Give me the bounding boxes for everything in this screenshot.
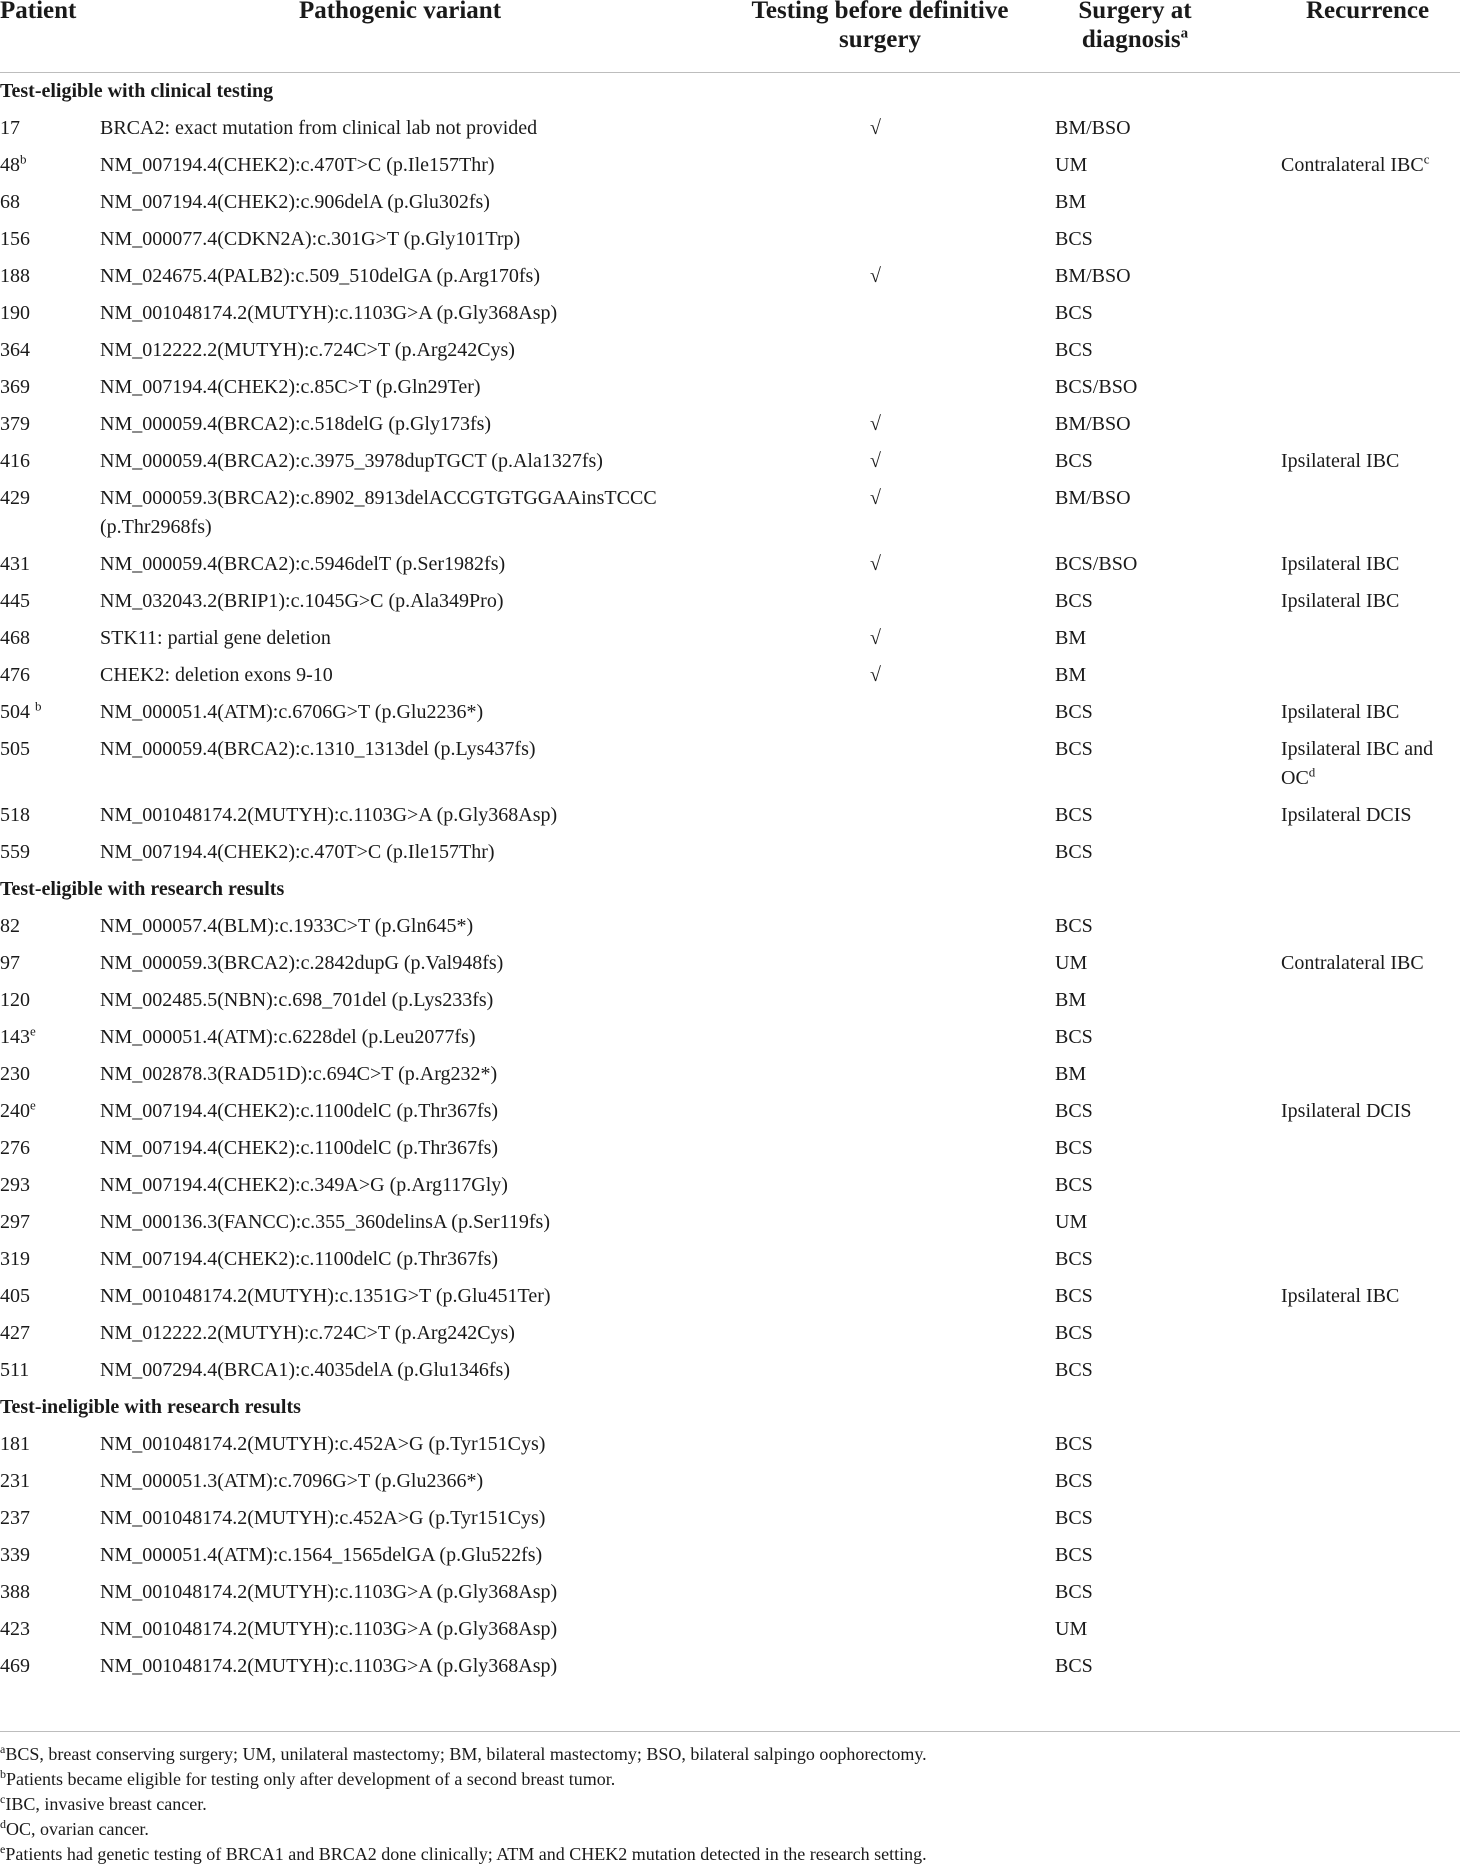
patient-cell <box>0 1097 90 1126</box>
table-header <box>0 0 1460 73</box>
variant-cell: NM_012222.2(MUTYH):c.724C>T (p.Arg242Cys) <box>100 1322 515 1344</box>
variant-cell: NM_000059.4(BRCA2):c.5946delT (p.Ser1982fs) <box>100 553 506 575</box>
patient-id: 237 <box>0 1507 30 1529</box>
table-row <box>0 369 1460 406</box>
surgery-cell: BCS <box>1055 804 1093 826</box>
recurrence-cell <box>1281 801 1460 830</box>
table-row <box>0 1611 1460 1648</box>
variant-cell: STK11: partial gene deletion <box>100 627 331 649</box>
patient-cell <box>0 986 90 1015</box>
table-row <box>0 1463 1460 1500</box>
header-surgery-footnote-mark: a <box>1180 25 1189 42</box>
table-row <box>0 1278 1460 1315</box>
patient-cell <box>0 262 90 291</box>
patient-id: 231 <box>0 1470 30 1492</box>
variant-cell: NM_000051.4(ATM):c.1564_1565delGA (p.Glu522fs) <box>100 1544 543 1566</box>
patient-cell <box>0 912 90 941</box>
variant-cell: NM_001048174.2(MUTYH):c.1103G>A (p.Gly368Asp) <box>100 1618 558 1640</box>
recurrence-text: Ipsilateral IBC <box>1281 450 1400 472</box>
variant-cell: NM_001048174.2(MUTYH):c.1103G>A (p.Gly368Asp) <box>100 302 558 324</box>
surgery-cell: BM <box>1055 191 1087 213</box>
variant-cell: NM_001048174.2(MUTYH):c.1103G>A (p.Gly368Asp) <box>100 804 558 826</box>
patient-id: 190 <box>0 302 30 324</box>
surgery-cell: BM <box>1055 989 1087 1011</box>
patient-cell <box>0 1578 90 1607</box>
variant-cell: NM_000077.4(CDKN2A):c.301G>T (p.Gly101Trp) <box>100 228 521 250</box>
patient-cell <box>0 1208 90 1237</box>
patient-cell <box>0 1134 90 1163</box>
patient-id: 476 <box>0 664 30 686</box>
variant-cell: NM_000136.3(FANCC):c.355_360delinsA (p.Ser119fs) <box>100 1211 550 1233</box>
patient-id: 416 <box>0 450 30 472</box>
footnote-mark: a <box>0 1742 6 1756</box>
footnote <box>0 1792 1460 1817</box>
table-row <box>0 1204 1460 1241</box>
recurrence-cell <box>1281 587 1460 616</box>
surgery-cell: BCS <box>1055 228 1093 250</box>
table-row <box>0 443 1460 480</box>
patient-id: 468 <box>0 627 30 649</box>
header-testing: Testing before definitive surgery <box>751 0 1009 53</box>
patient-id: 68 <box>0 191 20 213</box>
header-recurrence: Recurrence <box>1305 0 1430 24</box>
patient-cell <box>0 587 90 616</box>
patient-id: 469 <box>0 1655 30 1677</box>
patient-id: 82 <box>0 915 20 937</box>
surgery-cell: BCS <box>1055 1322 1093 1344</box>
patient-cell <box>0 1467 90 1496</box>
surgery-cell: BCS <box>1055 738 1093 760</box>
table-row <box>0 332 1460 369</box>
patient-id: 188 <box>0 265 30 287</box>
table-row <box>0 546 1460 583</box>
patient-cell <box>0 550 90 579</box>
variant-cell: NM_007194.4(CHEK2):c.1100delC (p.Thr367fs) <box>100 1100 499 1122</box>
variant-cell: NM_012222.2(MUTYH):c.724C>T (p.Arg242Cys) <box>100 339 515 361</box>
patient-id: 388 <box>0 1581 30 1603</box>
surgery-cell: BCS <box>1055 1581 1093 1603</box>
table-row <box>0 147 1460 184</box>
surgery-cell: BCS <box>1055 1248 1093 1270</box>
patient-id: 97 <box>0 952 20 974</box>
surgery-cell: BCS <box>1055 1026 1093 1048</box>
surgery-cell: BCS <box>1055 1100 1093 1122</box>
footnote-mark: c <box>0 1792 6 1806</box>
patient-id: 405 <box>0 1285 30 1307</box>
variant-cell: NM_001048174.2(MUTYH):c.1351G>T (p.Glu451Ter) <box>100 1285 551 1307</box>
patient-id: 518 <box>0 804 30 826</box>
variant-cell: NM_000051.4(ATM):c.6228del (p.Leu2077fs) <box>100 1026 476 1048</box>
table-row <box>0 908 1460 945</box>
patient-id: 429 <box>0 487 30 509</box>
table-row <box>0 184 1460 221</box>
recurrence-text: Contralateral IBC <box>1281 952 1424 974</box>
section-title: Test-eligible with research results <box>0 878 285 900</box>
variant-cell: NM_007194.4(CHEK2):c.470T>C (p.Ile157Thr) <box>100 154 495 176</box>
recurrence-text: Ipsilateral DCIS <box>1281 804 1412 826</box>
recurrence-text: Ipsilateral IBC <box>1281 701 1400 723</box>
section-heading <box>0 871 1460 908</box>
surgery-cell: UM <box>1055 952 1088 974</box>
patient-id: 559 <box>0 841 30 863</box>
patient-id: 156 <box>0 228 30 250</box>
table-row <box>0 1093 1460 1130</box>
patient-id: 17 <box>0 117 20 139</box>
recurrence-cell <box>1281 1097 1460 1126</box>
variant-cell: NM_001048174.2(MUTYH):c.1103G>A (p.Gly368Asp) <box>100 1581 558 1603</box>
table-row <box>0 583 1460 620</box>
surgery-cell: BM/BSO <box>1055 487 1131 509</box>
surgery-cell: BCS <box>1055 1285 1093 1307</box>
recurrence-cell <box>1281 735 1460 793</box>
header-patient: Patient <box>0 0 77 24</box>
patient-cell <box>0 484 90 513</box>
variant-cell: NM_000057.4(BLM):c.1933C>T (p.Gln645*) <box>100 915 474 937</box>
variant-cell: NM_000059.3(BRCA2):c.2842dupG (p.Val948fs) <box>100 952 504 974</box>
variant-cell: NM_000059.4(BRCA2):c.1310_1313del (p.Lys437fs) <box>100 738 536 760</box>
footnote-text: IBC, invasive breast cancer. <box>5 1794 207 1814</box>
variant-cell: NM_032043.2(BRIP1):c.1045G>C (p.Ala349Pro) <box>100 590 504 612</box>
recurrence-text: Ipsilateral IBC <box>1281 1285 1400 1307</box>
header-surgery <box>1045 0 1225 54</box>
patient-cell <box>0 447 90 476</box>
surgery-cell: BCS <box>1055 450 1093 472</box>
surgery-cell: BCS <box>1055 1433 1093 1455</box>
patient-cell <box>0 624 90 653</box>
patient-id: 293 <box>0 1174 30 1196</box>
variant-cell: NM_007194.4(CHEK2):c.349A>G (p.Arg117Gly) <box>100 1174 508 1196</box>
patient-cell <box>0 299 90 328</box>
recurrence-cell <box>1281 949 1460 978</box>
patient-cell <box>0 1430 90 1459</box>
variant-cell: NM_007194.4(CHEK2):c.906delA (p.Glu302fs) <box>100 191 490 213</box>
footnote-mark: b <box>0 1767 6 1781</box>
patient-footnote-mark: e <box>30 1023 36 1039</box>
variant-cell: BRCA2: exact mutation from clinical lab not provided <box>100 117 538 139</box>
patient-id: 427 <box>0 1322 30 1344</box>
patient-cell <box>0 225 90 254</box>
patient-cell <box>0 1504 90 1533</box>
variant-cell: NM_002878.3(RAD51D):c.694C>T (p.Arg232*) <box>100 1063 498 1085</box>
variant-cell: CHEK2: deletion exons 9-10 <box>100 664 333 686</box>
recurrence-text: Contralateral IBC <box>1281 154 1424 176</box>
recurrence-footnote-mark: c <box>1423 151 1430 167</box>
patient-cell <box>0 801 90 830</box>
check-mark: √ <box>870 265 881 287</box>
patient-cell <box>0 698 90 727</box>
recurrence-cell <box>1281 447 1460 476</box>
check-mark: √ <box>870 487 881 509</box>
recurrence-text: Ipsilateral IBC <box>1281 590 1400 612</box>
surgery-cell: BM/BSO <box>1055 413 1131 435</box>
table-row <box>0 982 1460 1019</box>
variant-cell: NM_007194.4(CHEK2):c.470T>C (p.Ile157Thr) <box>100 841 495 863</box>
patient-cell <box>0 151 90 180</box>
patient-id: 143 <box>0 1026 30 1048</box>
table-row <box>0 1019 1460 1056</box>
footnote-text: OC, ovarian cancer. <box>6 1819 149 1839</box>
recurrence-footnote-mark: d <box>1308 764 1316 780</box>
footnote-mark: e <box>0 1842 6 1856</box>
surgery-cell: BCS <box>1055 590 1093 612</box>
patient-cell <box>0 336 90 365</box>
surgery-cell: BM/BSO <box>1055 265 1131 287</box>
patient-id: 240 <box>0 1100 30 1122</box>
surgery-cell: UM <box>1055 154 1088 176</box>
table-row <box>0 1167 1460 1204</box>
patient-id: 369 <box>0 376 30 398</box>
surgery-cell: BCS <box>1055 841 1093 863</box>
variant-cell: NM_000059.4(BRCA2):c.518delG (p.Gly173fs) <box>100 413 492 435</box>
table-row <box>0 110 1460 147</box>
table-row <box>0 657 1460 694</box>
table-row <box>0 1241 1460 1278</box>
footnote-mark: d <box>0 1817 6 1831</box>
footnote-text: BCS, breast conserving surgery; UM, unilateral mastectomy; BM, bilateral mastectomy; BSO, bilateral salpingo oophorectomy. <box>5 1744 927 1764</box>
variant-cell: NM_007194.4(CHEK2):c.1100delC (p.Thr367fs) <box>100 1137 499 1159</box>
table-footnotes <box>0 1731 1460 1867</box>
variant-cell: NM_007294.4(BRCA1):c.4035delA (p.Glu1346fs) <box>100 1359 510 1381</box>
patient-id: 120 <box>0 989 30 1011</box>
table-row <box>0 1315 1460 1352</box>
surgery-cell: UM <box>1055 1211 1088 1233</box>
patient-id: 504 <box>0 701 35 723</box>
recurrence-text: Ipsilateral DCIS <box>1281 1100 1412 1122</box>
surgery-cell: BCS <box>1055 1359 1093 1381</box>
table-row <box>0 1648 1460 1685</box>
table-row <box>0 620 1460 657</box>
patient-id: 379 <box>0 413 30 435</box>
surgery-cell: BCS <box>1055 1470 1093 1492</box>
patient-cell <box>0 838 90 867</box>
patient-cell <box>0 373 90 402</box>
footnote <box>0 1842 1460 1867</box>
recurrence-cell <box>1281 1282 1460 1311</box>
table-row <box>0 1352 1460 1389</box>
variant-cell: NM_007194.4(CHEK2):c.85C>T (p.Gln29Ter) <box>100 376 481 398</box>
recurrence-cell <box>1281 151 1460 180</box>
patient-id: 423 <box>0 1618 30 1640</box>
table-row <box>0 834 1460 871</box>
patient-id: 505 <box>0 738 30 760</box>
surgery-cell: BCS <box>1055 1544 1093 1566</box>
recurrence-cell <box>1281 550 1460 579</box>
table-row <box>0 1537 1460 1574</box>
patient-cell <box>0 1023 90 1052</box>
surgery-cell: BCS/BSO <box>1055 376 1138 398</box>
variant-cell: NM_000051.3(ATM):c.7096G>T (p.Glu2366*) <box>100 1470 484 1492</box>
patient-footnote-mark: e <box>30 1097 36 1113</box>
patient-id: 339 <box>0 1544 30 1566</box>
patient-id: 319 <box>0 1248 30 1270</box>
patient-footnote-mark: b <box>20 151 27 167</box>
section-title: Test-eligible with clinical testing <box>0 80 274 102</box>
table-row <box>0 797 1460 834</box>
patient-cell <box>0 1356 90 1385</box>
variant-cell: NM_001048174.2(MUTYH):c.452A>G (p.Tyr151Cys) <box>100 1507 546 1529</box>
table-row <box>0 221 1460 258</box>
variant-cell: NM_007194.4(CHEK2):c.1100delC (p.Thr367fs) <box>100 1248 499 1270</box>
patient-id: 445 <box>0 590 30 612</box>
footnote <box>0 1767 1460 1792</box>
check-mark: √ <box>870 413 881 435</box>
footnote <box>0 1742 1460 1767</box>
surgery-cell: BCS <box>1055 1507 1093 1529</box>
footnote-text: Patients had genetic testing of BRCA1 and BRCA2 done clinically; ATM and CHEK2 mutation detected in the research setting. <box>5 1844 927 1864</box>
patient-footnote-mark: b <box>35 698 42 714</box>
footnote <box>0 1817 1460 1842</box>
surgery-cell: BCS <box>1055 701 1093 723</box>
table-row <box>0 945 1460 982</box>
patient-cell <box>0 114 90 143</box>
surgery-cell: BM/BSO <box>1055 117 1131 139</box>
check-mark: √ <box>870 450 881 472</box>
patient-cell <box>0 1282 90 1311</box>
recurrence-text: Ipsilateral IBC and OC <box>1281 738 1434 789</box>
table-row <box>0 1056 1460 1093</box>
patient-id: 297 <box>0 1211 30 1233</box>
patient-id: 511 <box>0 1359 30 1381</box>
recurrence-text: Ipsilateral IBC <box>1281 553 1400 575</box>
variant-cell: NM_002485.5(NBN):c.698_701del (p.Lys233fs) <box>100 989 494 1011</box>
surgery-cell: BM <box>1055 627 1087 649</box>
check-mark: √ <box>870 117 881 139</box>
patient-id: 48 <box>0 154 20 176</box>
surgery-cell: BCS <box>1055 1174 1093 1196</box>
section-heading <box>0 73 1460 110</box>
patient-id: 364 <box>0 339 30 361</box>
table-row <box>0 480 1460 546</box>
check-mark: √ <box>870 627 881 649</box>
patient-cell <box>0 188 90 217</box>
surgery-cell: BCS <box>1055 915 1093 937</box>
patient-cell <box>0 1541 90 1570</box>
patient-id: 431 <box>0 553 30 575</box>
table-row <box>0 1130 1460 1167</box>
patient-cell <box>0 1615 90 1644</box>
variant-cell: NM_024675.4(PALB2):c.509_510delGA (p.Arg170fs) <box>100 265 540 287</box>
variant-cell: NM_000059.4(BRCA2):c.3975_3978dupTGCT (p.Ala1327fs) <box>100 450 603 472</box>
variant-cell: NM_000059.3(BRCA2):c.8902_8913delACCGTGTGGAAinsTCCC (p.Thr2968fs) <box>100 487 657 538</box>
surgery-cell: BM <box>1055 1063 1087 1085</box>
surgery-cell: BCS <box>1055 339 1093 361</box>
patient-cell <box>0 1060 90 1089</box>
table-row <box>0 694 1460 731</box>
patient-cell <box>0 735 90 764</box>
variant-cell: NM_000051.4(ATM):c.6706G>T (p.Glu2236*) <box>100 701 484 723</box>
table-row <box>0 1426 1460 1463</box>
surgery-cell: BCS/BSO <box>1055 553 1138 575</box>
patient-cell <box>0 661 90 690</box>
table-row <box>0 406 1460 443</box>
surgery-cell: BCS <box>1055 302 1093 324</box>
table-row <box>0 731 1460 797</box>
section-title: Test-ineligible with research results <box>0 1396 301 1418</box>
section-heading <box>0 1389 1460 1426</box>
table-row <box>0 295 1460 332</box>
patient-cell <box>0 1245 90 1274</box>
recurrence-cell <box>1281 698 1460 727</box>
variant-cell: NM_001048174.2(MUTYH):c.452A>G (p.Tyr151Cys) <box>100 1433 546 1455</box>
variant-cell: NM_001048174.2(MUTYH):c.1103G>A (p.Gly368Asp) <box>100 1655 558 1677</box>
patient-cell <box>0 949 90 978</box>
patient-id: 181 <box>0 1433 30 1455</box>
table-row <box>0 258 1460 295</box>
patient-cell <box>0 410 90 439</box>
surgery-cell: BCS <box>1055 1655 1093 1677</box>
table-body <box>0 73 1460 1685</box>
surgery-cell: BCS <box>1055 1137 1093 1159</box>
patient-cell <box>0 1171 90 1200</box>
check-mark: √ <box>870 553 881 575</box>
footnote-text: Patients became eligible for testing only after development of a second breast tumor. <box>6 1769 616 1789</box>
patient-cell <box>0 1652 90 1681</box>
surgery-cell: BM <box>1055 664 1087 686</box>
surgery-cell: UM <box>1055 1618 1088 1640</box>
table-row <box>0 1574 1460 1611</box>
patient-id: 276 <box>0 1137 30 1159</box>
header-surgery-label: Surgery at diagnosis <box>1078 0 1192 53</box>
check-mark: √ <box>870 664 881 686</box>
header-variant: Pathogenic variant <box>298 0 502 24</box>
patient-id: 230 <box>0 1063 30 1085</box>
table-row <box>0 1500 1460 1537</box>
patient-cell <box>0 1319 90 1348</box>
